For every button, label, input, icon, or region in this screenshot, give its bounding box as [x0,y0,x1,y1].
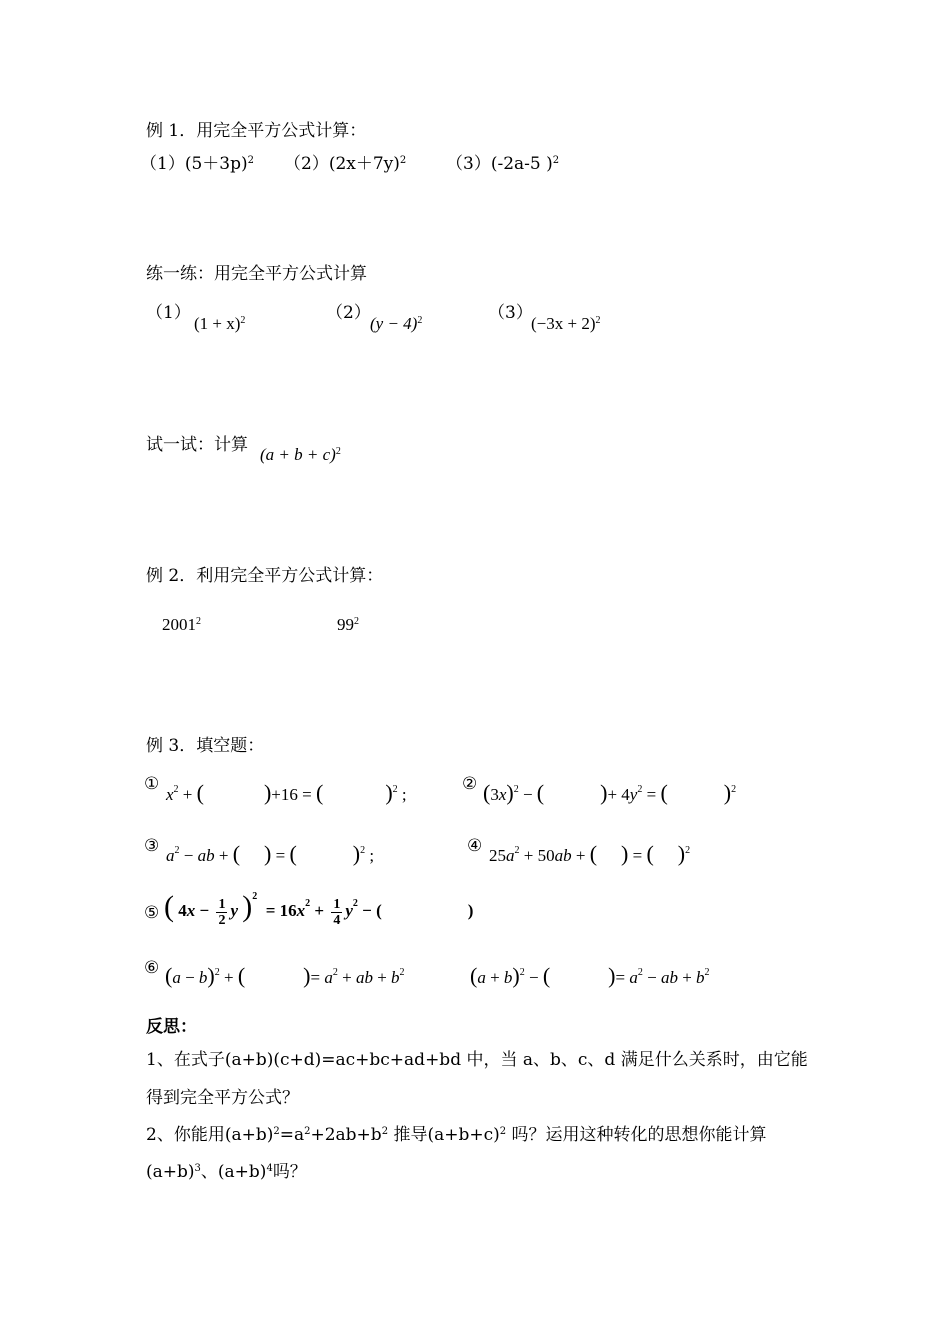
fill-expr-2: $(3x)^2$ − ( )+ $4y^2$ = ( )$^2$ [483,780,737,805]
example-1-item-2: $(2)(2x+7y)^2$ [284,154,407,174]
reflection-q2-line2: $(a+b)^3$、$(a+b)^4$吗？ [146,1162,307,1182]
reflection-title: 反思： [146,1017,197,1037]
fill-mark-2: ② [462,774,478,794]
fill-mark-5: ⑤ [144,903,160,923]
fill-expr-3: $a^2$ − ab + ( ) = ( )$^2$ ; [166,841,375,866]
practice-label-1: （1） [146,303,191,323]
example-3-title: 例 3．填空题： [146,736,265,756]
fill-expr-6b: $(a + b)^2$ − ( )= $a^2$ − ab + $b^2$ [470,963,710,988]
reflection-q2-line1: 2、你能用$(a+b)^2=a^2+2ab+b^2$ 推导$(a+b+c)^2$ 吗？运用这种转化的思想你能计算 [146,1125,767,1145]
fill-mark-1: ① [144,774,160,794]
reflection-q1-line2: 得到完全平方公式？ [146,1088,299,1108]
example-2-item-1: 2001$^2$ [162,615,201,634]
practice-expr-1: $(1 + x)^2$ [194,314,246,333]
practice-expr-2: $(y - 4)^2$ [370,314,423,333]
example-2-item-2: $99^2$ [337,615,359,634]
practice-expr-3: $(-3x + 2)^2$ [531,314,601,333]
example-1-item-1: $(1)(5+3p)^2$ [140,154,254,174]
example-1-title: 例 1．用完全平方公式计算： [146,121,367,141]
try-expr: $(a + b + c)^2$ [260,445,341,464]
example-2-title: 例 2．利用完全平方公式计算： [146,566,384,586]
practice-label-2: （2） [326,303,371,323]
fill-mark-3: ③ [144,836,160,856]
fill-expr-4: $25a^2 + 50ab$ + ( ) = ( )$^2$ [489,841,691,866]
fill-expr-5: ( 4x − $\frac{1}{2}$ y )$^2 = 16x^2$ + $\frac{1}{4}$ $y^2$ − ( ) [164,890,474,928]
fill-expr-6a: $(a - b)^2$ + ( )= $a^2$ + ab + $b^2$ [165,963,405,988]
reflection-q1-line1: 1、在式子(a+b)(c+d)=ac+bc+ad+bd 中，当 a、b、c、d 满足什么关系时，由它能 [146,1050,808,1070]
practice-label-3: （3） [488,303,533,323]
fill-mark-6: ⑥ [144,958,160,978]
fill-expr-1: $x^2$ + ( )+16 = ( )$^2$ ; [166,780,407,805]
fill-mark-4: ④ [467,836,483,856]
practice-title: 练一练：用完全平方公式计算 [146,264,367,284]
try-title: 试一试：计算 [146,435,248,455]
example-1-item-3: （3）(-2a-5 )$^2$ [446,154,560,174]
